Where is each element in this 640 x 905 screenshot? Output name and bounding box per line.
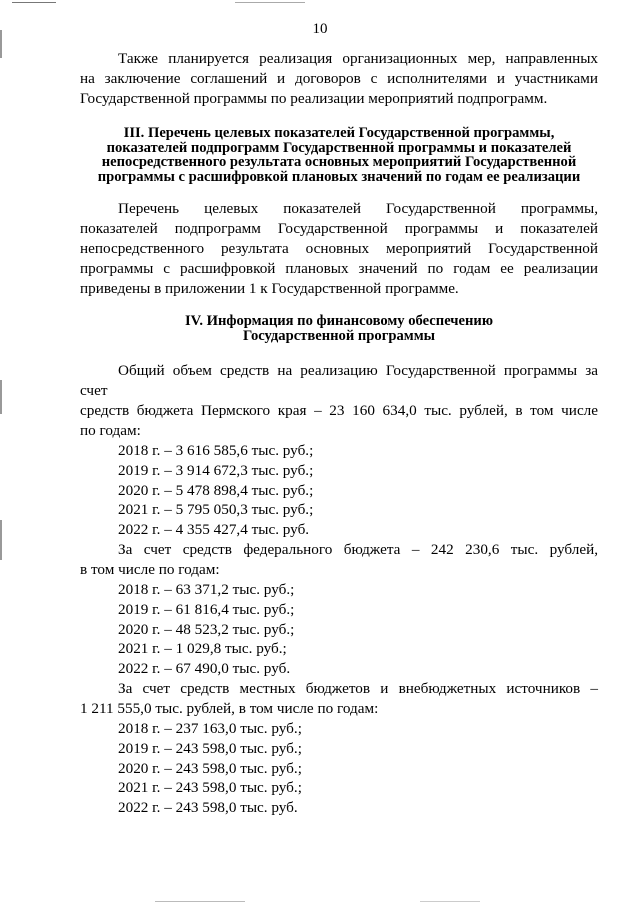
section-3-heading — [80, 126, 598, 184]
heading-line: программы с расшифровкой плановых значений по годам ее реализации — [97, 168, 581, 185]
year-amount: 2021 г. – 243 598,0 тыс. руб.; — [118, 779, 302, 797]
text-line: приведены в приложении 1 к Государственной программе. — [80, 280, 459, 297]
year-amount: 2022 г. – 4 355 427,4 тыс. руб. — [118, 521, 310, 539]
section-4-heading — [80, 314, 598, 343]
text-line: Также планируется реализация организационных мер, направленных — [118, 50, 598, 67]
page-number: 10 — [312, 21, 328, 37]
text-line: За счет средств местных бюджетов и внебюджетных источников – — [118, 679, 598, 697]
year-amount: 2020 г. – 48 523,2 тыс. руб.; — [118, 620, 295, 638]
year-amount: 2021 г. – 1 029,8 тыс. руб.; — [118, 640, 287, 658]
scan-edge-mark — [0, 520, 2, 560]
year-amount: 2019 г. – 61 816,4 тыс. руб.; — [118, 600, 295, 618]
heading-line: Государственной программы — [242, 327, 436, 344]
text-line: Общий объем средств на реализацию Государственной программы за счет — [80, 362, 598, 399]
section-4-body — [80, 361, 598, 818]
text-line: непосредственного результата основных мероприятий Государственной — [80, 240, 598, 257]
scan-artifact-top-2 — [235, 2, 305, 3]
year-amount: 2022 г. – 67 490,0 тыс. руб. — [118, 660, 291, 678]
section-3-paragraph — [80, 199, 598, 299]
heading-line: IV. Информация по финансовому обеспечению — [185, 313, 493, 329]
heading-line: непосредственного результата основных мероприятий Государственной — [101, 154, 577, 170]
scan-artifact-bottom — [155, 901, 245, 902]
scan-artifact-bottom-2 — [420, 901, 480, 902]
text-line: За счет средств федерального бюджета – 242 230,6 тыс. рублей, — [118, 540, 598, 558]
text-line: показателей подпрограмм Государственной программы и показателей — [80, 220, 598, 237]
year-amount: 2021 г. – 5 795 050,3 тыс. руб.; — [118, 501, 314, 519]
year-amount: 2018 г. – 63 371,2 тыс. руб.; — [118, 580, 295, 598]
heading-line: III. Перечень целевых показателей Государственной программы, — [123, 125, 555, 141]
intro-paragraph — [80, 49, 598, 109]
scan-artifact-top — [12, 2, 56, 3]
text-line: 1 211 555,0 тыс. рублей, в том числе по годам: — [80, 699, 379, 717]
year-amount: 2019 г. – 243 598,0 тыс. руб.; — [118, 739, 302, 757]
text-line: Государственной программы по реализации мероприятий подпрограмм. — [80, 90, 548, 107]
year-amount: 2020 г. – 243 598,0 тыс. руб.; — [118, 759, 302, 777]
year-amount: 2018 г. – 3 616 585,6 тыс. руб.; — [118, 442, 314, 459]
year-amount: 2018 г. – 237 163,0 тыс. руб.; — [118, 719, 302, 737]
text-line: в том числе по годам: — [80, 560, 220, 578]
year-amount: 2020 г. – 5 478 898,4 тыс. руб.; — [118, 481, 314, 499]
text-line: программы с расшифровкой плановых значений по годам ее реализации — [80, 260, 598, 277]
text-line: на заключение соглашений и договоров с исполнителями и участниками — [80, 70, 598, 87]
scan-edge-mark — [0, 380, 2, 414]
heading-line: показателей подпрограмм Государственной программы и показателей — [106, 139, 572, 156]
year-amount: 2022 г. – 243 598,0 тыс. руб. — [118, 799, 298, 817]
text-line: средств бюджета Пермского края – 23 160 634,0 тыс. рублей, в том числе — [80, 402, 598, 419]
text-line: по годам: — [80, 422, 141, 439]
text-line: Перечень целевых показателей Государственной программы, — [118, 200, 598, 217]
year-amount: 2019 г. – 3 914 672,3 тыс. руб.; — [118, 461, 314, 479]
